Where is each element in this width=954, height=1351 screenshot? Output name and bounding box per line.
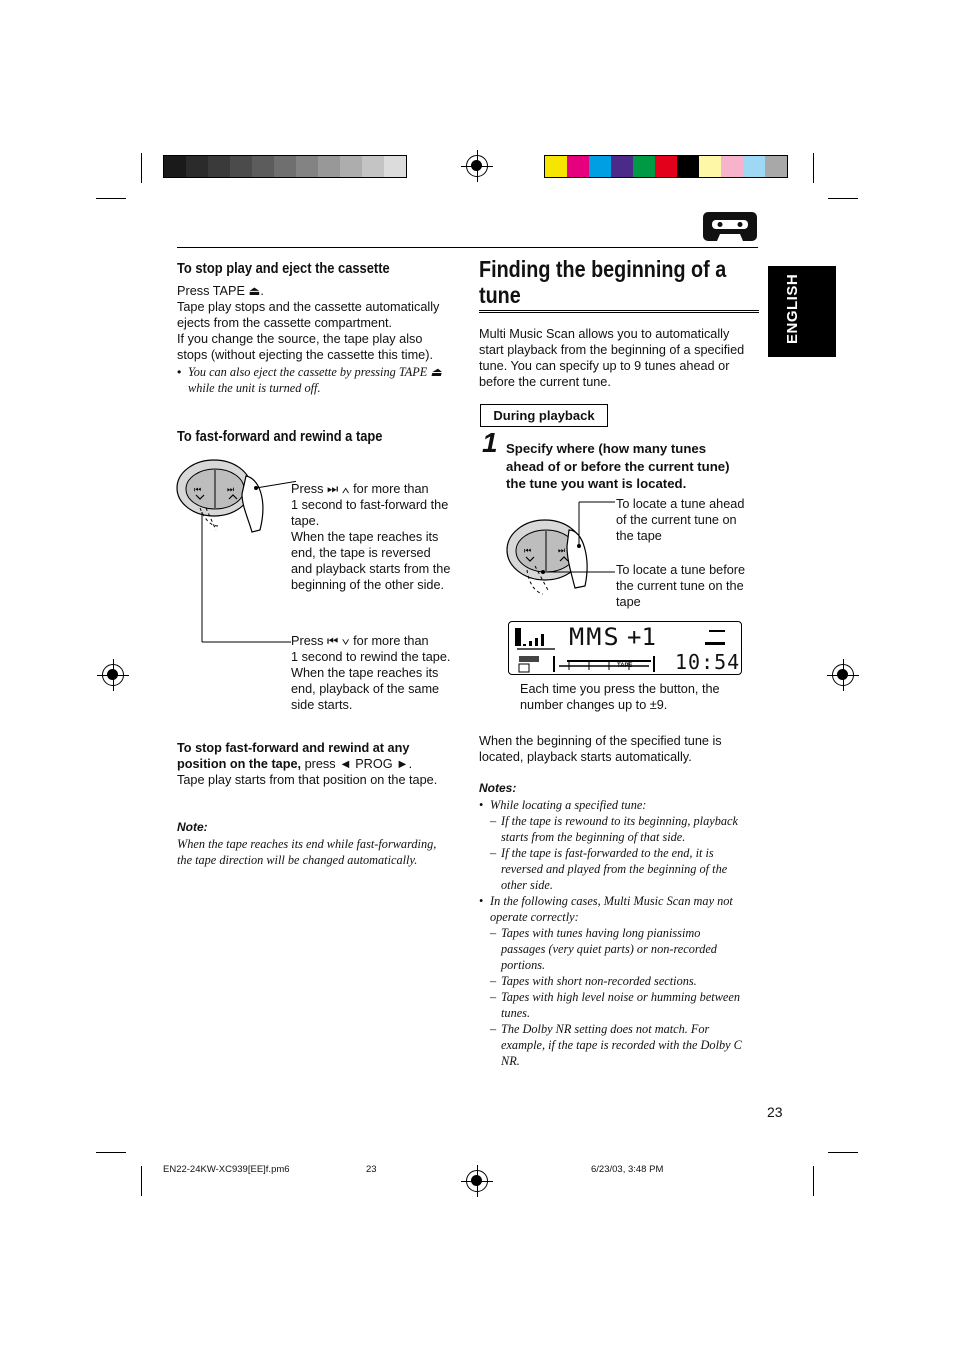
text-line: tune. You can specify up to 9 tunes ahead or bbox=[479, 359, 730, 373]
text-line: If you change the source, the tape play also bbox=[177, 332, 423, 346]
note-item bbox=[479, 989, 764, 1005]
registration-mark-icon bbox=[832, 664, 854, 686]
note-text: tunes. bbox=[501, 1006, 531, 1020]
footer-page: 23 bbox=[366, 1164, 377, 1175]
note-text: If the tape is rewound to its beginning, playback bbox=[501, 814, 738, 828]
note-text: passages (very quiet parts) or non-recorded bbox=[501, 942, 717, 956]
step-text bbox=[506, 440, 766, 493]
ff-rewind-heading: To fast-forward and rewind a tape bbox=[177, 428, 383, 445]
text-line: To locate a tune before bbox=[616, 563, 746, 577]
crop-mark bbox=[828, 1152, 858, 1153]
color-swatch bbox=[164, 156, 186, 177]
notes-list bbox=[479, 797, 764, 1069]
note-item bbox=[479, 813, 764, 829]
dash-marker: – bbox=[490, 814, 497, 828]
color-swatch bbox=[384, 156, 406, 177]
registration-mark-icon bbox=[466, 1170, 488, 1192]
language-tab bbox=[768, 266, 836, 357]
color-swatch bbox=[589, 156, 611, 177]
color-swatch bbox=[340, 156, 362, 177]
bullet-marker: • bbox=[479, 894, 484, 908]
text-line: before the current tune. bbox=[479, 375, 611, 389]
color-swatch bbox=[230, 156, 252, 177]
text-line: located, playback starts automatically. bbox=[479, 750, 692, 764]
language-tab-label: ENGLISH bbox=[784, 273, 801, 344]
footer-file: EN22-24KW-XC939[EE]f.pm6 bbox=[163, 1164, 290, 1175]
svg-text:⏭: ⏭ bbox=[227, 485, 235, 494]
ff-rewind-button-illustration bbox=[176, 458, 296, 648]
intro-text bbox=[479, 326, 764, 390]
text-line: When the tape reaches its bbox=[291, 530, 439, 544]
text-line: Each time you press the button, the bbox=[520, 682, 720, 696]
text-line: beginning of the other side. bbox=[291, 578, 445, 592]
stop-ff-bold: position on the tape, bbox=[177, 757, 302, 771]
note-item bbox=[479, 829, 764, 845]
note-line: the tape direction will be changed automatically. bbox=[177, 853, 418, 867]
note-item bbox=[479, 1037, 764, 1053]
note-item bbox=[479, 1005, 764, 1021]
grayscale-color-bar bbox=[163, 155, 407, 178]
crop-mark bbox=[813, 1166, 814, 1196]
note-heading: Note: bbox=[177, 820, 208, 834]
text-line: When the beginning of the specified tune is bbox=[479, 734, 722, 748]
dash-marker: – bbox=[490, 1022, 497, 1036]
note-text: Tapes with short non-recorded sections. bbox=[501, 974, 697, 988]
text-line: of the current tune on bbox=[616, 513, 737, 527]
crop-mark bbox=[141, 1166, 142, 1196]
lcd-time-text: 10:54 bbox=[675, 650, 741, 674]
color-swatch bbox=[699, 156, 721, 177]
note-text: If the tape is fast-forwarded to the end, it is bbox=[501, 846, 714, 860]
text-line: ejects from the cassette compartment. bbox=[177, 316, 393, 330]
cassette-icon bbox=[703, 212, 757, 241]
text-line: side starts. bbox=[291, 698, 353, 712]
text-line: Multi Music Scan allows you to automatically bbox=[479, 327, 730, 341]
svg-text:⏭: ⏭ bbox=[558, 546, 566, 555]
during-playback-label: During playback bbox=[480, 404, 608, 427]
text-line: Tape play stops and the cassette automatically bbox=[177, 300, 440, 314]
color-swatch bbox=[743, 156, 765, 177]
note-text: portions. bbox=[501, 958, 546, 972]
color-swatch bbox=[677, 156, 699, 177]
note-text: Tapes with tunes having long pianissimo bbox=[501, 926, 701, 940]
color-swatch bbox=[274, 156, 296, 177]
note-text: The Dolby NR setting does not match. For bbox=[501, 1022, 710, 1036]
bullet-marker: • bbox=[479, 798, 484, 812]
step-line: ahead of or before the current tune) bbox=[506, 458, 730, 474]
text-line: tape bbox=[616, 595, 641, 609]
color-swatch bbox=[252, 156, 274, 177]
note-item bbox=[479, 861, 764, 877]
display-caption bbox=[520, 681, 750, 713]
lcd-display bbox=[508, 621, 742, 675]
registration-mark-icon bbox=[466, 155, 488, 177]
note-text: other side. bbox=[501, 878, 553, 892]
text-line: tape. bbox=[291, 514, 320, 528]
color-swatch bbox=[633, 156, 655, 177]
text-line: 1 second to fast-forward the bbox=[291, 498, 449, 512]
title-line: tune bbox=[479, 282, 521, 308]
note-text: example, if the tape is recorded with the Dolby C bbox=[501, 1038, 742, 1052]
text-line: the tape bbox=[616, 529, 662, 543]
step-line: Specify where (how many tunes bbox=[506, 441, 707, 456]
crop-mark bbox=[828, 198, 858, 199]
ff-rewind-text bbox=[291, 633, 461, 713]
crop-mark bbox=[96, 198, 126, 199]
header-rule bbox=[177, 247, 758, 248]
note-text: Tapes with high level noise or humming between bbox=[501, 990, 740, 1004]
color-swatch bbox=[721, 156, 743, 177]
notes-heading: Notes: bbox=[479, 781, 517, 795]
dash-marker: – bbox=[490, 990, 497, 1004]
page-number: 23 bbox=[767, 1104, 783, 1120]
text-line: Press TAPE ⏏. bbox=[177, 284, 264, 298]
color-swatch bbox=[655, 156, 677, 177]
stop-ff-text bbox=[177, 740, 467, 788]
crop-mark bbox=[141, 153, 142, 183]
registration-mark-icon bbox=[102, 664, 124, 686]
dash-marker: – bbox=[490, 926, 497, 940]
step-number: 1 bbox=[482, 427, 498, 458]
stop-eject-text bbox=[177, 283, 457, 363]
note-text: In the following cases, Multi Music Scan may not bbox=[490, 894, 733, 908]
color-swatch bbox=[545, 156, 567, 177]
color-swatch bbox=[567, 156, 589, 177]
text-line: Press ⏭ ∧ for more than bbox=[291, 482, 429, 496]
stop-ff-instruction: press ◄ PROG ►. bbox=[301, 757, 413, 771]
note-item bbox=[479, 973, 764, 989]
process-color-bar bbox=[544, 155, 788, 178]
color-swatch bbox=[765, 156, 787, 177]
text-line: number changes up to ±9. bbox=[520, 698, 668, 712]
color-swatch bbox=[186, 156, 208, 177]
text-line: Tape play starts from that position on the tape. bbox=[177, 773, 438, 787]
note-item bbox=[479, 909, 764, 925]
note-text: operate correctly: bbox=[490, 910, 579, 924]
note-item bbox=[479, 1021, 764, 1037]
note-text: reversed and played from the beginning of the bbox=[501, 862, 728, 876]
text-line: 1 second to rewind the tape. bbox=[291, 650, 451, 664]
color-swatch bbox=[208, 156, 230, 177]
note-text bbox=[177, 836, 467, 868]
step-line: the tune you want is located. bbox=[506, 476, 687, 491]
color-swatch bbox=[296, 156, 318, 177]
text-line: the current tune on the bbox=[616, 579, 744, 593]
note-item bbox=[479, 877, 764, 893]
crop-mark bbox=[96, 1152, 126, 1153]
stop-eject-note: • You can also eject the cassette by pressing TAPE ⏏ while the unit is turned off. bbox=[177, 364, 467, 396]
title-rule bbox=[479, 310, 759, 313]
color-swatch bbox=[362, 156, 384, 177]
title-line: Finding the beginning of a bbox=[479, 256, 727, 282]
text-line: Press ⏮ ∨ for more than bbox=[291, 634, 429, 648]
note-item bbox=[479, 1053, 764, 1069]
note-item bbox=[479, 941, 764, 957]
note-line: When the tape reaches its end while fast-forwarding, bbox=[177, 837, 437, 851]
color-swatch bbox=[318, 156, 340, 177]
after-text bbox=[479, 733, 764, 765]
note-item bbox=[479, 845, 764, 861]
text-line: To locate a tune ahead bbox=[616, 497, 745, 511]
lcd-offset-text: +1 bbox=[627, 623, 656, 651]
note-item bbox=[479, 893, 764, 909]
svg-text:⏮: ⏮ bbox=[194, 485, 202, 494]
lcd-mode-text: MMS bbox=[569, 623, 621, 651]
color-swatch bbox=[611, 156, 633, 177]
note-text: NR. bbox=[501, 1054, 520, 1068]
svg-text:⏮: ⏮ bbox=[524, 546, 532, 555]
text-line: end, playback of the same bbox=[291, 682, 440, 696]
dash-marker: – bbox=[490, 846, 497, 860]
text-line: start playback from the beginning of a specified bbox=[479, 343, 745, 357]
stop-eject-heading: To stop play and eject the cassette bbox=[177, 260, 390, 277]
note-text: starts from the beginning of that side. bbox=[501, 830, 686, 844]
note-item bbox=[479, 797, 764, 813]
text-line: stops (without ejecting the cassette this time). bbox=[177, 348, 433, 362]
lcd-tape-label: TAPE bbox=[617, 663, 633, 669]
ahead-text bbox=[616, 496, 761, 544]
note-text: While locating a specified tune: bbox=[490, 798, 647, 812]
dash-marker: – bbox=[490, 974, 497, 988]
text-line: and playback starts from the bbox=[291, 562, 451, 576]
section-title bbox=[479, 256, 726, 308]
mms-button-illustration bbox=[505, 500, 615, 610]
before-text bbox=[616, 562, 761, 610]
note-line: while the unit is turned off. bbox=[188, 381, 321, 395]
ff-forward-text bbox=[291, 481, 461, 593]
note-line: You can also eject the cassette by pressing TAPE ⏏ bbox=[188, 365, 442, 379]
note-item bbox=[479, 925, 764, 941]
text-line: end, the tape is reversed bbox=[291, 546, 431, 560]
note-item bbox=[479, 957, 764, 973]
text-line: When the tape reaches its bbox=[291, 666, 439, 680]
footer-date: 6/23/03, 3:48 PM bbox=[591, 1164, 664, 1175]
stop-ff-bold: To stop fast-forward and rewind at any bbox=[177, 741, 410, 755]
crop-mark bbox=[813, 153, 814, 183]
